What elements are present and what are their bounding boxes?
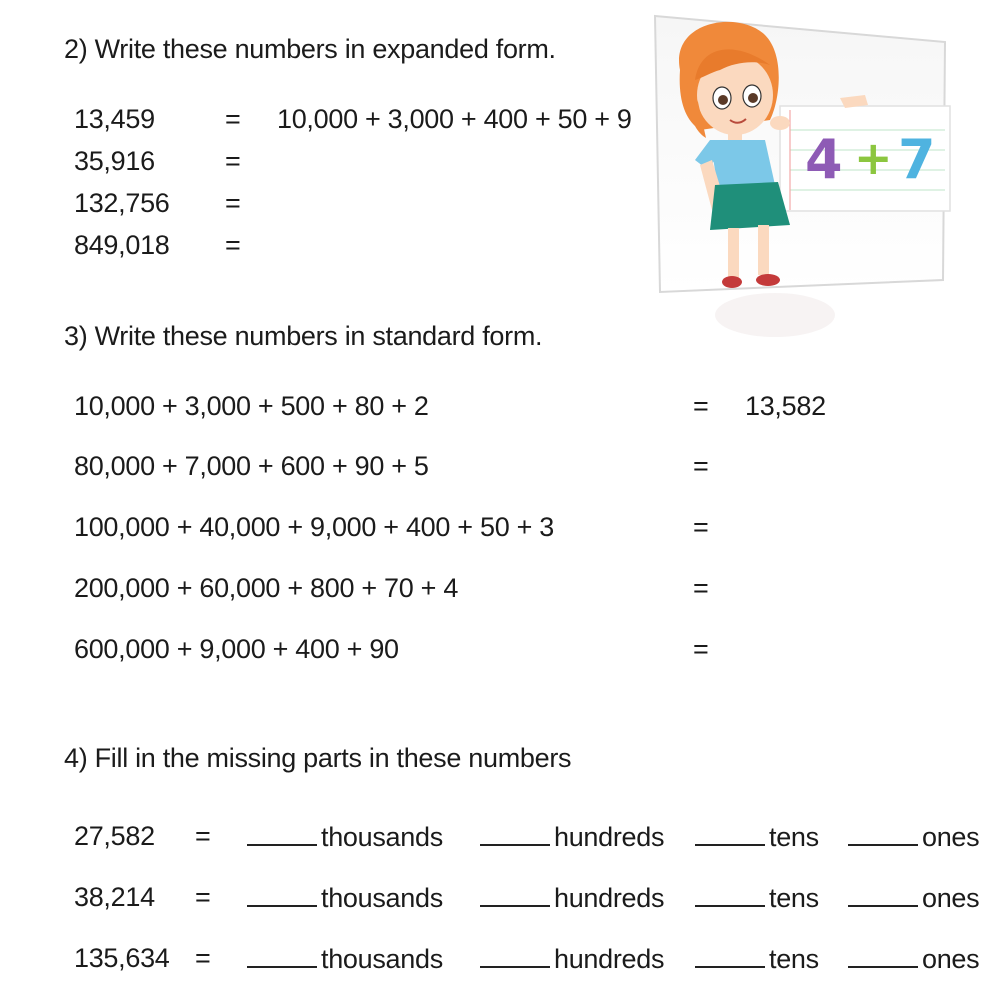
expanded-number-2: 35,916 (74, 146, 155, 176)
section4-heading: 4) Fill in the missing parts in these numbers (64, 743, 572, 773)
addition-card (780, 106, 950, 211)
thousands-blank-2[interactable] (247, 881, 317, 907)
missing-parts-equals-3: = (195, 943, 211, 973)
standard-equals-5: = (693, 634, 709, 664)
ones-blank-2[interactable] (848, 881, 918, 907)
standard-equals-1: = (693, 391, 709, 421)
expanded-equals-2: = (225, 146, 241, 176)
ones-blank-3[interactable] (848, 942, 918, 968)
tens-blank-2[interactable] (695, 881, 765, 907)
standard-equals-4: = (693, 573, 709, 603)
missing-parts-number-2: 38,214 (74, 882, 155, 912)
card-digit-right: 7 (898, 128, 936, 191)
standard-expression-2: 80,000 + 7,000 + 600 + 90 + 5 (74, 451, 429, 481)
girl-illustration (640, 10, 960, 355)
ones-label-1: ones (922, 822, 980, 852)
standard-expression-5: 600,000 + 9,000 + 400 + 90 (74, 634, 399, 664)
thousands-blank-3[interactable] (247, 942, 317, 968)
hundreds-blank-3[interactable] (480, 942, 550, 968)
tens-label-1: tens (769, 822, 819, 852)
hundreds-label-1: hundreds (554, 822, 665, 852)
hundreds-blank-1[interactable] (480, 820, 550, 846)
standard-expression-3: 100,000 + 40,000 + 9,000 + 400 + 50 + 3 (74, 512, 554, 542)
thousands-label-3: thousands (321, 944, 443, 974)
card-digit-left: 4 (805, 128, 843, 191)
expanded-number-1: 13,459 (74, 104, 155, 134)
tens-label-2: tens (769, 883, 819, 913)
missing-parts-equals-2: = (195, 882, 211, 912)
expanded-number-4: 849,018 (74, 230, 170, 260)
ones-label-2: ones (922, 883, 980, 913)
standard-equals-3: = (693, 512, 709, 542)
girl-holding-card-illustration (640, 10, 960, 355)
missing-parts-number-1: 27,582 (74, 821, 155, 851)
card-plus-sign: + (854, 131, 893, 185)
expanded-number-3: 132,756 (74, 188, 170, 218)
tens-blank-1[interactable] (695, 820, 765, 846)
expanded-equals-1: = (225, 104, 241, 134)
missing-parts-number-3: 135,634 (74, 943, 170, 973)
standard-answer-1: 13,582 (745, 391, 826, 421)
standard-expression-4: 200,000 + 60,000 + 800 + 70 + 4 (74, 573, 459, 603)
thousands-label-1: thousands (321, 822, 443, 852)
hundreds-blank-2[interactable] (480, 881, 550, 907)
section3-heading: 3) Write these numbers in standard form. (64, 321, 543, 351)
missing-parts-equals-1: = (195, 821, 211, 851)
hundreds-label-3: hundreds (554, 944, 665, 974)
section2-heading: 2) Write these numbers in expanded form. (64, 34, 556, 64)
expanded-equals-4: = (225, 230, 241, 260)
tens-label-3: tens (769, 944, 819, 974)
expanded-equals-3: = (225, 188, 241, 218)
standard-expression-1: 10,000 + 3,000 + 500 + 80 + 2 (74, 391, 429, 421)
thousands-label-2: thousands (321, 883, 443, 913)
tens-blank-3[interactable] (695, 942, 765, 968)
thousands-blank-1[interactable] (247, 820, 317, 846)
standard-equals-2: = (693, 451, 709, 481)
hundreds-label-2: hundreds (554, 883, 665, 913)
ones-label-3: ones (922, 944, 980, 974)
ones-blank-1[interactable] (848, 820, 918, 846)
expanded-answer-1: 10,000 + 3,000 + 400 + 50 + 9 (277, 104, 632, 134)
